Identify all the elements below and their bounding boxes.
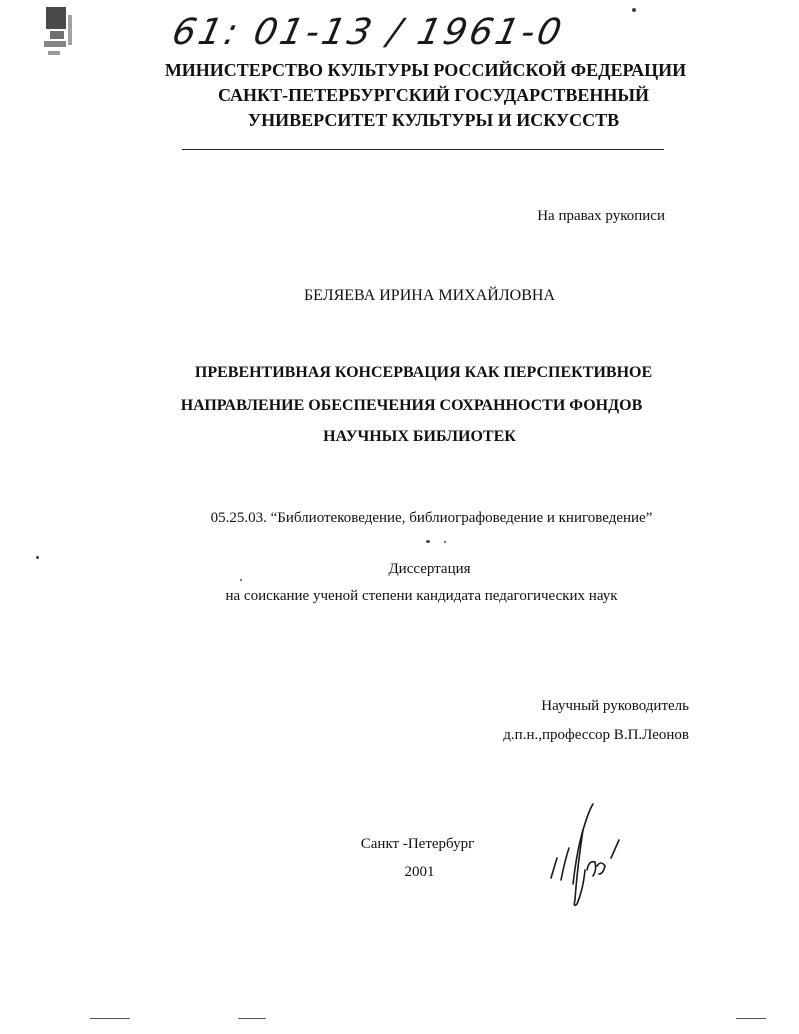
author-name: БЕЛЯЕВА ИРИНА МИХАЙЛОВНА	[303, 287, 555, 304]
degree-description: на соискание ученой степени кандидата педагогических наук	[225, 588, 618, 604]
header-divider	[182, 149, 664, 150]
supervisor-name: д.п.н.,профессор В.П.Леонов	[503, 727, 689, 743]
title-line2: НАПРАВЛЕНИЕ ОБЕСПЕЧЕНИЯ СОХРАННОСТИ ФОНДОВ	[180, 397, 643, 414]
year: 2001	[404, 864, 435, 880]
library-stamp-icon	[40, 5, 80, 63]
signature-icon	[543, 800, 633, 912]
dissertation-label: Диссертация	[388, 561, 471, 577]
title-line3: НАУЧНЫХ БИБЛИОТЕК	[323, 428, 516, 445]
scan-mark	[736, 1018, 766, 1019]
scan-speck	[240, 579, 242, 581]
scan-speck	[36, 556, 39, 559]
scan-mark	[238, 1018, 266, 1019]
scan-speck	[632, 8, 636, 12]
supervisor-label: Научный руководитель	[541, 698, 689, 714]
scan-speck	[426, 540, 430, 543]
ministry-name: МИНИСТЕРСТВО КУЛЬТУРЫ РОССИЙСКОЙ ФЕДЕРАЦИИ	[164, 60, 687, 80]
city: Санкт -Петербург	[360, 836, 475, 852]
scan-mark	[90, 1018, 130, 1019]
university-name-line2: УНИВЕРСИТЕТ КУЛЬТУРЫ И ИСКУССТВ	[247, 110, 620, 130]
specialty-code: 05.25.03. “Библиотековедение, библиографоведение и книговедение”	[210, 510, 653, 526]
scan-speck	[444, 541, 446, 543]
manuscript-rights: На правах рукописи	[537, 208, 665, 224]
university-name-line1: САНКТ-ПЕТЕРБУРГСКИЙ ГОСУДАРСТВЕННЫЙ	[217, 85, 650, 105]
archive-number: 61: 01-13 / 1961-0	[168, 12, 568, 53]
title-line1: ПРЕВЕНТИВНАЯ КОНСЕРВАЦИЯ КАК ПЕРСПЕКТИВНОЕ	[194, 364, 653, 381]
